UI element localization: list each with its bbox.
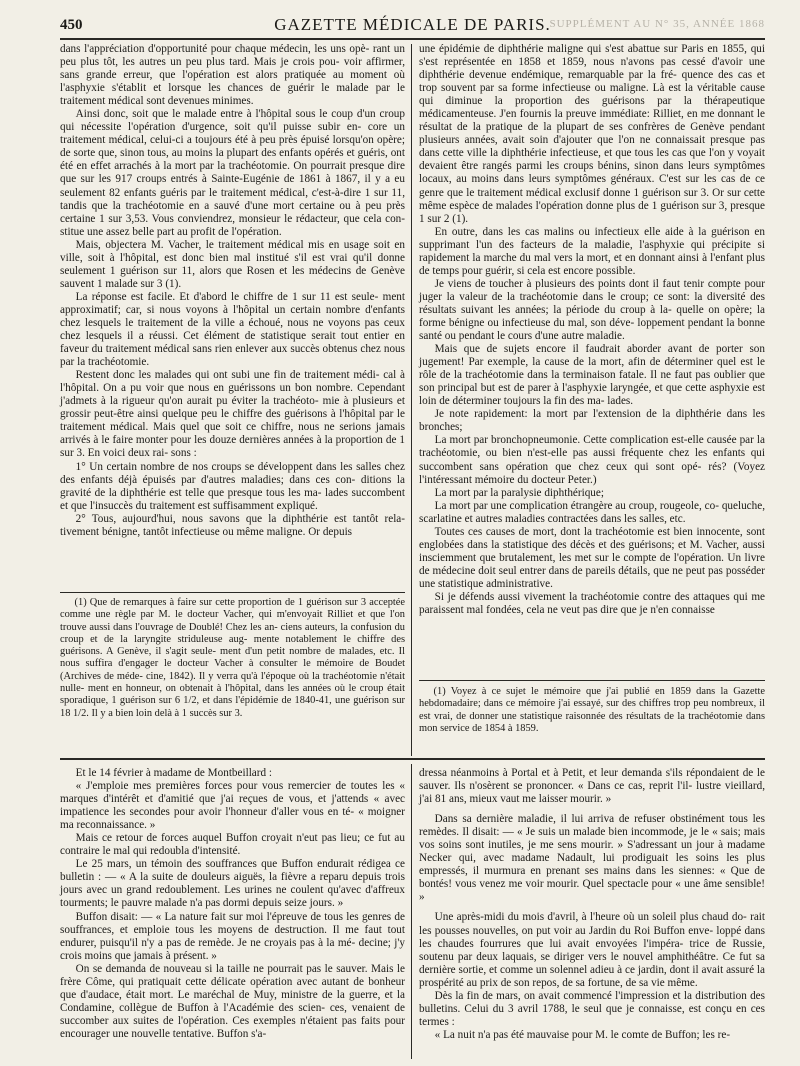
- paragraph: La mort par une complication étrangère au croup, rougeole, co- queluche, scarlatine et autres maladies contractées dans les salles, etc.: [419, 499, 765, 525]
- page-header: [60, 14, 765, 36]
- paragraph: dans l'appréciation d'opportunité pour chaque médecin, les uns opè- rant un peu plus tôt, les autres un peu plus tard. Mais je crois pou- voir affirmer, sans grande erreur, que l'opération est alors pratiquée au moment où l'asphyxie s'établit et lorsque les chances de guérir le malade par le traitement médical sont devenues minimes.: [60, 43, 405, 108]
- paragraph: Mais ce retour de forces auquel Buffon croyait n'eut pas lieu; ce fut au contraire le mal qui redoubla d'intensité.: [60, 832, 405, 858]
- page-number: 450: [60, 17, 83, 33]
- footnote-rule-right: [419, 680, 765, 681]
- paragraph: Si je défends aussi vivement la trachéotomie contre des attaques qui me paraissent mal fondées, cela ne veut pas dire que je n'en connaisse: [419, 590, 765, 617]
- section-divider: [60, 758, 765, 760]
- paragraph: « J'emploie mes premières forces pour vous remercier de toutes les « marques d'intérêt et d'amitié que j'ai reçues de vous, et j'attends « avec impatience les secondes pour avoir l'honneur d'aller vous en té- « moigner ma reconnaissance. »: [60, 780, 405, 832]
- paragraph: « La nuit n'a pas été mauvaise pour M. le comte de Buffon; les re-: [434, 1028, 731, 1041]
- paragraph: Dans sa dernière maladie, il lui arriva de refuser obstinément tous les remèdes. Il disait: — « Je suis un malade bien incommode, je le « sais; mais vos soins sont inutiles, je me sens mourir. » S'adressant un jour à madame Necker qui, avec madame Nadault, lui prodiguait les soins les plus empressés, il murmura en prenant ses mains dans les siennes: « Que de bontés! vous venez me voir mourir. Quel spectacle pour « une âme sensible! »: [419, 813, 765, 904]
- paragraph: La mort par la paralysie diphthérique;: [434, 486, 604, 499]
- article-column-top-left: [60, 43, 405, 539]
- paragraph: Restent donc les malades qui ont subi une fin de traitement médi- cal à l'hôpital. On a pu voir que nous en guérissons un bon nombre. Cependant j'admets à la rigueur qu'on aurait pu éviter la trachéoto- mie à plusieurs et grossir peut-être ainsi quelque peu le chiffre des guérisons à l'hôpital par le traitement médical. Mais quel que soit ce chiffre, nous ne serions jamais arrivés à le faire monter pour les douze dernières années à la proportion de 1 sur 3. En voici deux rai- sons :: [60, 369, 405, 460]
- journal-title: GAZETTE MÉDICALE DE PARIS.: [274, 15, 551, 34]
- paragraph: 2° Tous, aujourd'hui, nous savons que la diphthérie est tantôt rela- tivement bénigne, tantôt infectieuse ou même maligne. Or depuis: [60, 512, 405, 538]
- paragraph: 1° Un certain nombre de nos croups se développent dans les salles chez des enfants déjà épuisés par d'autres maladies; dans ces con- ditions la gravité de la diphthérie est telle que presque tous les ma- lades succombent et que l'insuccès du traitement est suffisamment expliqué.: [60, 460, 405, 512]
- paragraph: La mort par bronchopneumonie. Cette complication est-elle causée par la trachéotomie, ou bien n'est-elle pas aussi fréquente chez les enfants qui succombent sans opération que chez ceux qui sont opé- rés? (Voyez l'intéressant mémoire du docteur Peter.): [419, 434, 765, 486]
- paragraph: Dès la fin de mars, on avait commencé l'impression et la distribution des bulletins. Celui du 3 avril 1788, le seul que je connaisse, est conçu en ces termes :: [419, 989, 765, 1028]
- paragraph: dressa néanmoins à Portal et à Petit, et leur demanda s'ils répondaient de le sauver. Ils n'osèrent se prononcer. « Dans ce cas, reprit l'il- lustre vieillard, j'ai 81 ans, mieux vaut me laisser mourir. »: [419, 767, 765, 806]
- paragraph: Toutes ces causes de mort, dont la trachéotomie est bien innocente, sont englobées dans la statistique des décès et des guérisons; et M. Vacher, aussi insciemment que brutalement, les met sur le compte de l'opération. Un livre de médecine doit seul entrer dans de pareils détails, que ne peut pas posséder une statistique administrative.: [419, 525, 765, 590]
- footnote: (1) Voyez à ce sujet le mémoire que j'ai publié en 1859 dans la Gazette hebdomadaire; dans ce mémoire j'ai essayé, sur des chiffres trop peu nombreux, il est vrai, de donner une statistique raisonnée des résultats de la trachéotomie dans mon service de 1854 à 1859.: [419, 686, 765, 734]
- footnote-top-right: [419, 686, 765, 735]
- paragraph: En outre, dans les cas malins ou infectieux elle aide à la guérison en supprimant l'un des facteurs de la maladie, l'asphyxie qui précipite si rapidement la marche du mal vers la mort, et en donnant ainsi à l'enfant plus de temps pour guérir, si cela est encore possible.: [419, 225, 765, 277]
- feuilleton-column-right: [419, 767, 765, 1042]
- header-rule: [60, 38, 765, 40]
- paragraph: une épidémie de diphthérie maligne qui s'est abattue sur Paris en 1855, qui s'est représentée en 1858 et 1859, nous n'avons pas cessé d'avoir une diphthérie devenue endémique, remarquable par la fré- quence des cas et trop souvent par sa forme infectieuse ou maligne. Là est la véritable cause qui diminue la proportion des guérisons par la thérapeutique médicamenteuse. J'en fournis la preuve immédiate: Rilliet, en me donnant le résultat de la pratique de la plupart de ses confrères de Genève pendant plusieurs années, avait soin d'ajouter que l'on ne connaissait presque pas dans cette ville la diphthérie infectieuse, et que tous les cas que l'on y voyait devaient être rangés parmi les croups bénins, sinon dans leurs symptômes locaux, au moins dans leurs symptômes généraux. C'est sur les cas de ce genre que le traitement médical exclusif donne 1 guérison sur 3. Or sur cette même espèce de malades l'opération donne plus de 1 guérison sur 3, presque 1 sur 2 (1).: [419, 43, 765, 225]
- paragraph: Mais, objectera M. Vacher, le traitement médical mis en usage soit en ville, soit à l'hôpital, est donc bien mal institué s'il est vrai qu'il donne seulement 1 guérison sur 11, alors que Rosen et les médecins de Genève sauvent 1 malade sur 3 (1).: [60, 238, 405, 290]
- paragraph: Une après-midi du mois d'avril, à l'heure où un soleil plus chaud do- rait les pousses nouvelles, on put voir au Jardin du Roi Buffon enve- loppé dans les chaudes fourrures que lui avait envoyées l'impéra- trice de Russie, soutenu par deux laquais, se diriger vers le nouvel amphithéâtre. Ce fut sa dernière sortie, et comme un solennel adieu à ce jardin, dont il avait assuré la prospérité au prix de son repos, de sa fortune, de sa vie même.: [419, 911, 765, 989]
- footnote-rule-left: [60, 592, 405, 593]
- column-divider-bottom: [411, 764, 412, 1059]
- paragraph: Buffon disait: — « La nature fait sur moi l'épreuve de tous les genres de souffrances, et emploie tous les moyens de destruction. Il me faut tout endurer, puisqu'il n'y a pas de remède. Je ne croyais pas à la mé- decine; j'y crois moins que jamais à présent. »: [60, 910, 405, 962]
- paragraph: Et le 14 février à madame de Montbeillard :: [75, 767, 272, 779]
- bleed-through-text: SUPPLÉMENT AU N° 35, ANNÉE 1868: [549, 18, 765, 30]
- paragraph: Je viens de toucher à plusieurs des points dont il faut tenir compte pour juger la valeur de la trachéotomie dans le croup; ce sont: la diversité des résultats suivant les années; la période du croup à la- quelle on opère; la forme bénigne ou infectieuse du mal, son déve- loppement pendant la bonne santé ou pendant le cours d'une autre maladie.: [419, 277, 765, 343]
- paragraph: On se demanda de nouveau si la taille ne pourrait pas le sauver. Mais le frère Côme, qui pratiquait cette délicate opération avec autant de bonheur que d'audace, était mort. Le maréchal de Muy, ministre de la guerre, et la Condamine, collègue de Buffon à l'Académie des scien- ces, venaient de succomber aux suites de l'opération. Ces exemples n'étaient pas faits pour encourager une nouvelle tentative. Buffon s'a-: [60, 962, 405, 1040]
- footnote-top-left: [60, 597, 405, 720]
- paragraph: Mais que de sujets encore il faudrait aborder avant de porter son jugement! Par exemple, la cause de la mort, afin de déterminer quel est le rôle de la trachéotomie dans la terminaison fatale. Il ne faut pas oublier que son principal but est de parer à l'asphyxie laryngée, et que cette asphyxie est loin de déterminer toujours la fin des ma- lades.: [419, 343, 765, 408]
- article-column-top-right: [419, 43, 765, 617]
- paragraph: Je note rapidement: la mort par l'extension de la diphthérie dans les bronches;: [419, 408, 765, 434]
- paragraph: Le 25 mars, un témoin des souffrances que Buffon endurait rédigea ce bulletin : — « A la suite de douleurs aiguës, la fièvre a reparu depuis trois jours avec un grand redoublement. Les urines ne coulent qu'avec d'affreux tourments; le pauvre malade n'a pas dormi depuis seize jours. »: [60, 858, 405, 910]
- paragraph: La réponse est facile. Et d'abord le chiffre de 1 sur 11 est seule- ment approximatif; car, si nous voyons à l'hôpital un certain nombre d'enfants chez lesquels le traitement de la ville a échoué, nous ne voyons pas ceux chez lesquels il a réussi. Cet élément de statistique serait tout entier en faveur du traitement médical sans rien enlever aux succès obtenus chez nous par la trachéotomie.: [60, 290, 405, 369]
- footnote: (1) Que de remarques à faire sur cette proportion de 1 guérison sur 3 acceptée comme une règle par M. le docteur Vacher, qui m'envoyait Rilliet et que l'on trouve aussi dans l'ouvrage de Doublé! Chez les an- ciens auteurs, la confusion du croup et de la laryngite striduleuse aug- mente notablement le chiffre des guérisons. A Genève, il s'agit seule- ment d'un petit nombre de malades, etc. Il nous suffira d'engager le docteur Vacher à consulter le mémoire de Boudet (Archives de méde- cine, 1842). Il y verra qu'à l'époque où la trachéotomie n'était nulle- ment en honneur, on obtenait à l'hôpital, dans les années où le croup était sporadique, 1 guérison sur 6 1/2, et dans l'épidémie de 1840-41, une guérison sur 18 1/2. Il y a bien loin delà à 1 succès sur 3.: [60, 597, 405, 719]
- paragraph: Ainsi donc, soit que le malade entre à l'hôpital sous le coup d'un croup qui nécessite l'opération d'urgence, soit qu'il puisse subir en- core un traitement médical, celui-ci a toujours été à peu près épuisé lorsqu'on opère; de sorte que, sinon tous, au moins la plupart des enfants opérés et guéris, ont été en effet arrachés à la mort par la trachéotomie. On pourrait presque dire que sur les 917 croups entrés à Sainte-Eugénie de 1861 à 1867, il y a eu seulement 82 enfants guéris par le traitement médical, c'est-à-dire 1 sur 11, tandis que la trachéotomie en a sauvé d'une mort certaine ou à peu près certaine 1 sur 3,53. Vous conviendrez, monsieur le rédacteur, que cela con- stitue une assez belle part au profit de l'opération.: [60, 108, 405, 238]
- column-divider-top: [411, 44, 412, 756]
- feuilleton-column-left: [60, 767, 405, 1041]
